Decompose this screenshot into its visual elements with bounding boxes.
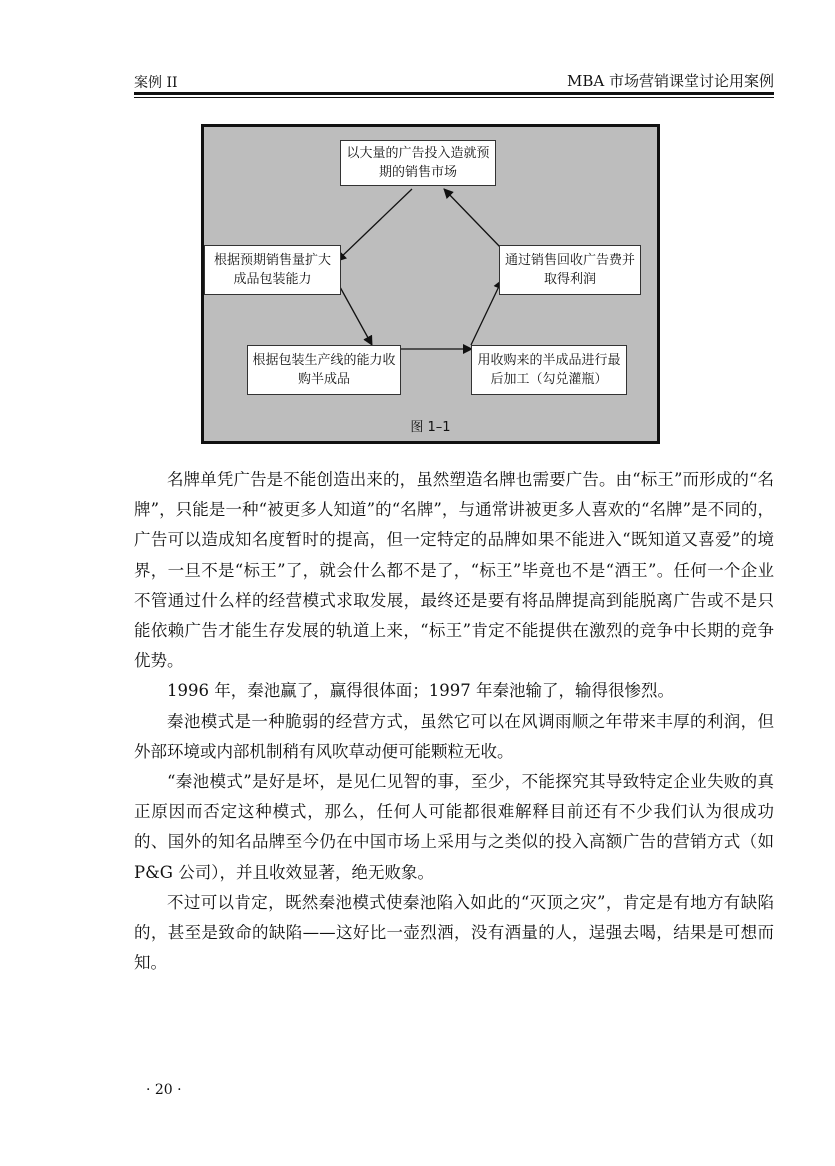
paragraph: 名牌单凭广告是不能创造出来的，虽然塑造名牌也需要广告。由“标王”而形成的“名牌”，只能是一种“被更多人知道”的“名牌”，与通常讲被更多人喜欢的“名牌”是不同的，广告可以造成知名度暂时的提高，但一定特定的品牌如果不能进入“既知道又喜爱”的境界，一旦不是“标王”了，就会什么都不是了，“标王”毕竟也不是“酒王”。任何一个企业不管通过什么样的经营模式求取发展，最终还是要有将品牌提高到能脱离广告或不是只能依赖广告才能生存发展的轨道上来，“标王”肯定不能提供在激烈的竞争中长期的竞争优势。 [134, 470, 774, 671]
arrow-top-to-left [337, 189, 412, 261]
body-text [134, 465, 774, 978]
paragraph: 1996 年，秦池赢了，赢得很体面；1997 年秦池输了，输得很惨烈。 [167, 681, 674, 701]
figure-caption: 图 1–1 [410, 420, 451, 435]
header-book-title: MBA 市场营销课堂讨论用案例 [567, 72, 774, 90]
node-expand-packaging: 根据预期销售量扩大成品包装能力 [204, 245, 341, 295]
paragraph: “秦池模式”是好是坏，是见仁见智的事，至少，不能探究其导致特定企业失败的真正原因而否定这种模式，那么，任何人可能都很难解释目前还有不少我们认为很成功的、国外的知名品牌至今仍在中国市场上采用与之类似的投入高额广告的营销方式（如 P&G 公司），并且收效显著，绝无败象。 [134, 772, 774, 882]
node-advertising-investment: 以大量的广告投入造就预期的销售市场 [340, 140, 496, 186]
node-purchase-semi-finished: 根据包装生产线的能力收购半成品 [247, 345, 401, 395]
page-number: · 20 · [146, 1082, 182, 1098]
node-final-processing: 用收购来的半成品进行最后加工（勾兑灌瓶） [471, 345, 627, 395]
arrow-bottom-right-to-right [471, 280, 502, 345]
header-rule-thin [134, 97, 774, 98]
node-recover-ad-cost: 通过销售回收广告费并取得利润 [499, 245, 641, 295]
arrow-right-to-top [444, 189, 502, 249]
running-header [134, 70, 774, 92]
arrow-left-to-bottom-left [340, 287, 372, 345]
paragraph: 秦池模式是一种脆弱的经营方式，虽然它可以在风调雨顺之年带来丰厚的利润，但外部环境或内部机制稍有风吹草动便可能颗粒无收。 [134, 711, 774, 761]
header-section-label: 案例 II [134, 75, 178, 91]
header-rule-thick [134, 92, 774, 95]
figure-cycle-diagram [201, 124, 660, 444]
paragraph: 不过可以肯定，既然秦池模式使秦池陷入如此的“灭顶之灾”，肯定是有地方有缺陷的，甚至是致命的缺陷——这好比一壶烈酒，没有酒量的人，逞强去喝，结果是可想而知。 [134, 892, 774, 973]
